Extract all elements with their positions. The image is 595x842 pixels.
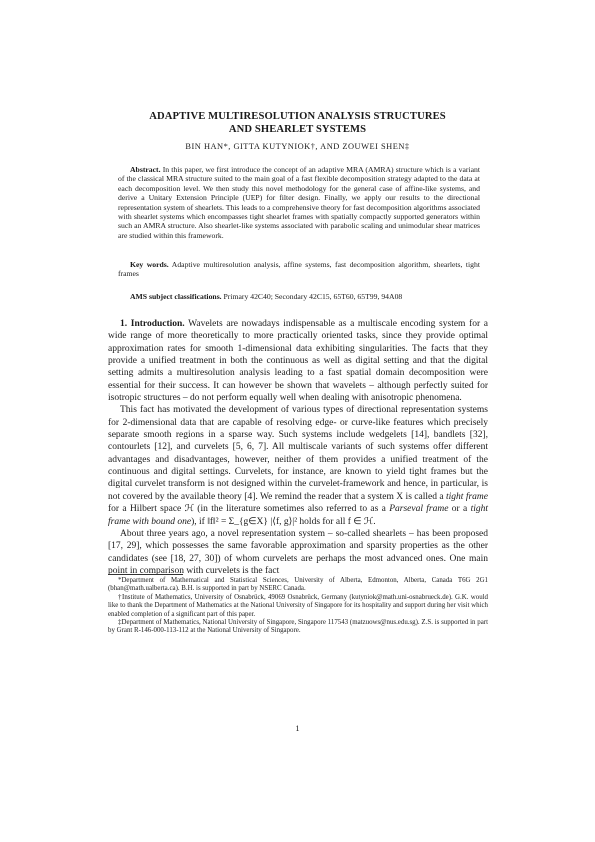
- footnote-1: *Department of Mathematical and Statistical Sciences, University of Alberta, Edmonton, Alberta, Canada T6G 2G1 (bhan@math.ualberta.ca). B.H. is supported in part by NSERC Canada.: [108, 577, 488, 593]
- body-text: [108, 318, 488, 577]
- ams-text: Primary 42C40; Secondary 42C15, 65T60, 65T99, 94A08: [223, 292, 403, 301]
- author-list: BIN HAN*, GITTA KUTYNIOK†, AND ZOUWEI SHEN‡: [185, 142, 410, 151]
- footnote-rule: [108, 574, 183, 575]
- term-tight-frame: tight frame: [446, 491, 488, 502]
- abstract: [118, 165, 480, 240]
- section-heading: 1. Introduction.: [120, 319, 185, 329]
- intro-paragraph-2: [108, 404, 488, 527]
- keywords-text: Adaptive multiresolution analysis, affine systems, fast decomposition algorithm, shearlets, tight frames: [118, 260, 480, 279]
- keywords: [118, 260, 480, 279]
- ams-classifications: [118, 292, 480, 301]
- title-line-2: AND SHEARLET SYSTEMS: [228, 124, 367, 135]
- abstract-text: In this paper, we first introduce the concept of an adaptive MRA (AMRA) structure which is a variant of the classical MRA structure suited to the main goal of a fast flexible decomposition strategy adapted to the data at each decomposition level. We then study this novel methodology for the general case of affine-like systems, and derive a Unitary Extension Principle (UEP) for filter design. Finally, we apply our results to the directional representation system of shearlets. This leads to a comprehensive theory for fast decomposition algorithms associated with shearlet systems which encompasses tight shearlet frames with spatially compactly supported generators within such an AMRA structure. Also shearlet-like systems associated with parabolic scaling and unimodular shear matrices are studied within this framework.: [118, 165, 480, 240]
- footnotes: [108, 577, 488, 636]
- page-number: 1: [295, 724, 300, 733]
- intro-p2-part-a: This fact has motivated the development of various types of directional representation systems for 2-dimensional data that are capable of resolving edge- or curve-like features which precisely separate smooth regions in a sparse way. Such systems include wedgelets [14], bandlets [32], contourlets [12], and curvelets [5, 6, 7]. All multiscale variants of such systems offer different advantages and disadvantages, however, neither of them provides a unified treatment of the continuous and digital settings. Curvelets, for instance, are known to yield tight frames but the digital curvelet transform is not designed within the curvelet-framework and hence, in particular, is not covered by the available theory [4]. We remind the reader that a system X is called a: [108, 405, 488, 502]
- title-line-1: ADAPTIVE MULTIRESOLUTION ANALYSIS STRUCTURES: [149, 111, 446, 122]
- paper-title: [0, 110, 595, 136]
- term-bound-one: tight frame with bound one: [108, 504, 488, 527]
- ams-label: AMS subject classifications.: [130, 292, 222, 301]
- intro-paragraph-3: About three years ago, a novel representation system – so-called shearlets – has been proposed [17, 29], which possesses the same favorable approximation and sparsity properties as the other candidates (see [18, 27, 30]) of whom curvelets are perhaps the most advanced ones. One main point in comparison with curvelets is the fact: [108, 528, 488, 576]
- intro-paragraph-1-text: Wavelets are nowadays indispensable as a multiscale encoding system for a wide range of more theoretically to more practically oriented tasks, since they provide optimal approximation rates for smooth 1-dimensional data exhibiting singularities. The facts that they provide a unified treatment in both the continuous as well as digital setting and that the digital setting admits a multiresolution analysis leading to a fast spatial domain decomposition were essential for their success. It can however be shown that wavelets – although perfectly suited for isotropic structures – do not perform equally well when dealing with anisotropic phenomena.: [108, 319, 488, 404]
- intro-p2-part-b: for a Hilbert space ℋ (in the literature sometimes also referred to as a: [108, 504, 390, 515]
- footnote-3: ‡Department of Mathematics, National University of Singapore, Singapore 117543 (matzuows@nus.edu.sg). Z.S. is supported in part by Grant R-146-000-113-112 at the National University of Singapore.: [108, 619, 488, 635]
- intro-paragraph-1: [108, 318, 488, 404]
- term-parseval-frame: Parseval frame: [389, 504, 449, 515]
- abstract-label: Abstract.: [130, 165, 161, 174]
- intro-p2-part-d: ), if ‖f‖² = Σ_{g∈X} |⟨f, g⟩|² holds for all f ∈ ℋ.: [191, 516, 376, 527]
- footnote-2: †Institute of Mathematics, University of Osnabrück, 49069 Osnabrück, Germany (kutyniok@math.uni-osnabrueck.de). G.K. would like to thank the Department of Mathematics at the National University of Singapore for its hospitality and support during her visit which enabled completion of a significant part of this paper.: [108, 593, 488, 618]
- keywords-label: Key words.: [130, 260, 169, 269]
- intro-p2-part-c: or a: [448, 504, 471, 515]
